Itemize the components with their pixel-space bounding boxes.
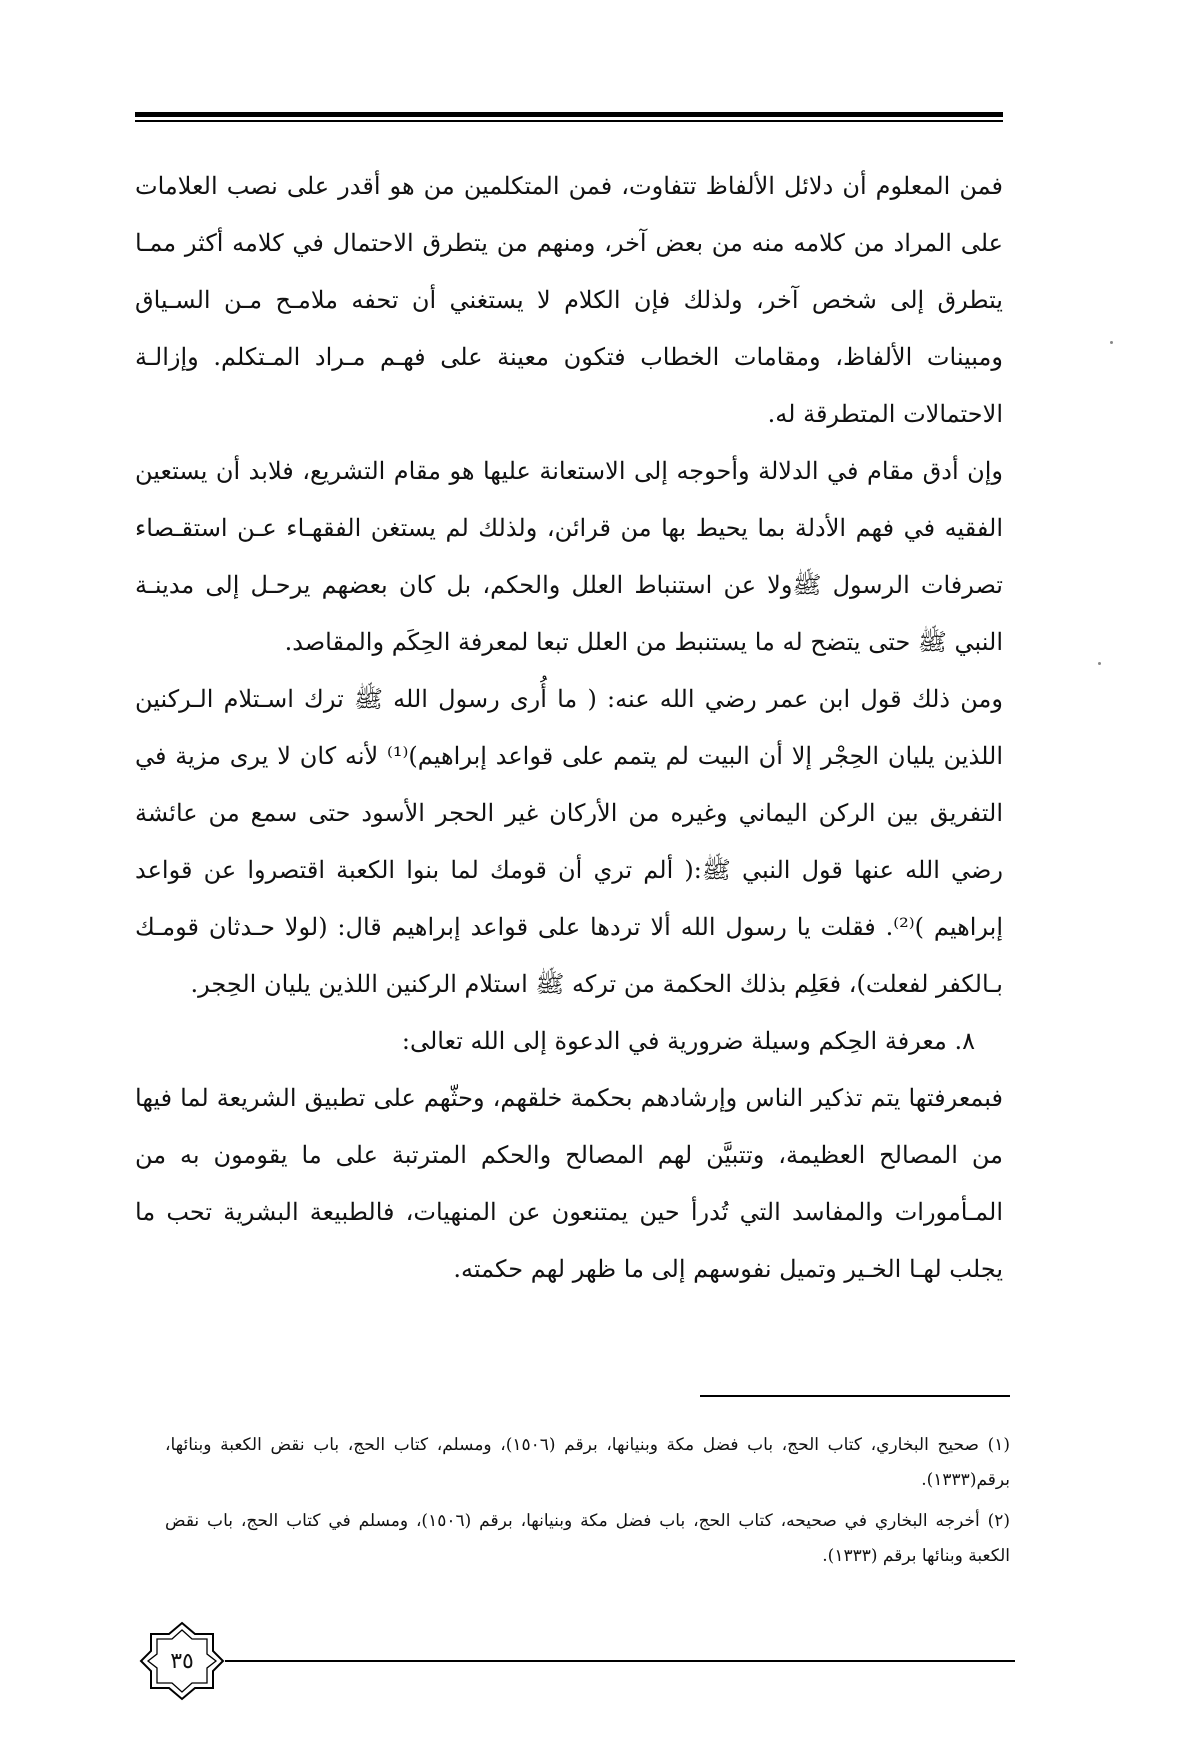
header-rule-thick — [135, 112, 1003, 117]
footnote-2: (٢) أخرجه البخاري في صحيحه، كتاب الحج، باب فضل مكة وبنيانها، برقم (١٥٠٦)، ومسلم في كتاب الحج، باب نقض الكعبة وبنائها برقم (١٣٣٣). — [165, 1511, 1011, 1566]
paragraph-2: وإن أدق مقام في الدلالة وأحوجه إلى الاستعانة عليها هو مقام التشريع، فلابد أن يستعين الفقيه في فهم الأدلة بما يحيط بها من قرائن، ولذلك لم يستغن الفقهـاء عـن استقـصاء تصرفات الرسول ﷺولا عن استنباط العلل والحكم، بل كان بعضهم يرحـل إلى مدينـة النبي ﷺ حتى يتضح له ما يستنبط من العلل تبعا لمعرفة الحِكَم والمقاصد. — [135, 457, 1003, 656]
paragraph-4: فبمعرفتها يتم تذكير الناس وإرشادهم بحكمة خلقهم، وحثّهم على تطبيق الشريعة لما فيها من المصالح العظيمة، وتتبيَّن لهم المصالح والحكم المترتبة على ما يقومون به من المـأمورات والمفاسد التي تُدرأ حين يمتنعون عن المنهيات، فالطبيعة البشرية تحب ما يجلب لهـا الخـير وتميل نفوسهم إلى ما ظهر لهم حكمته. — [135, 1084, 1003, 1283]
scan-speck — [1110, 341, 1113, 344]
section-heading: ٨. معرفة الحِكم وسيلة ضرورية في الدعوة إلى الله تعالى: — [401, 1027, 975, 1055]
paragraph-3: ومن ذلك قول ابن عمر رضي الله عنه: ( ما أُرى رسول الله ﷺ ترك اسـتلام الـركنين اللذين يليان الحِجْر إلا أن البيت لم يتمم على قواعد إبراهيم)⁽¹⁾ لأنه كان لا يرى مزية في التفريق بين الركن اليماني وغيره من الأركان غير الحجر الأسود حتى سمع من عائشة رضي الله عنها قول النبي ﷺ:( ألم تري أن قومك لما بنوا الكعبة اقتصروا عن قواعد إبراهيم )⁽²⁾. فقلت يا رسول الله ألا تردها على قواعد إبراهيم قال: (لولا حـدثان قومـك بـالكفر لفعلت)، فعَلِم بذلك الحكمة من تركه ﷺ استلام الركنين اللذين يليان الحِجر. — [135, 685, 1004, 998]
page-number-ornament — [139, 1621, 225, 1701]
footnote-1: (١) صحيح البخاري، كتاب الحج، باب فضل مكة وبنيانها، برقم (١٥٠٦)، ومسلم، كتاب الحج، باب نقض الكعبة وبنائها، برقم(١٣٣٣). — [165, 1435, 1010, 1490]
header-rule-thin — [135, 120, 1003, 122]
footnote-separator — [700, 1395, 1010, 1397]
paragraph-1: فمن المعلوم أن دلائل الألفاظ تتفاوت، فمن المتكلمين من هو أقدر على نصب العلامات على المراد من كلامه منه من بعض آخر، ومنهم من يتطرق الاحتمال في كلامه أكثر ممـا يتطرق إلى شخص آخر، ولذلك فإن الكلام لا يستغني أن تحفه ملامـح مـن السـياق ومبينات الألفاظ، ومقامات الخطاب فتكون معينة على فهـم مـراد المـتكلم. وإزالـة الاحتمالات المتطرقة له. — [135, 172, 1003, 428]
footer-rule — [225, 1660, 1015, 1662]
page-number: ٣٥ — [170, 1648, 194, 1674]
footnotes — [165, 1428, 1010, 1580]
scan-speck — [1098, 662, 1101, 665]
main-text — [135, 158, 1003, 1298]
